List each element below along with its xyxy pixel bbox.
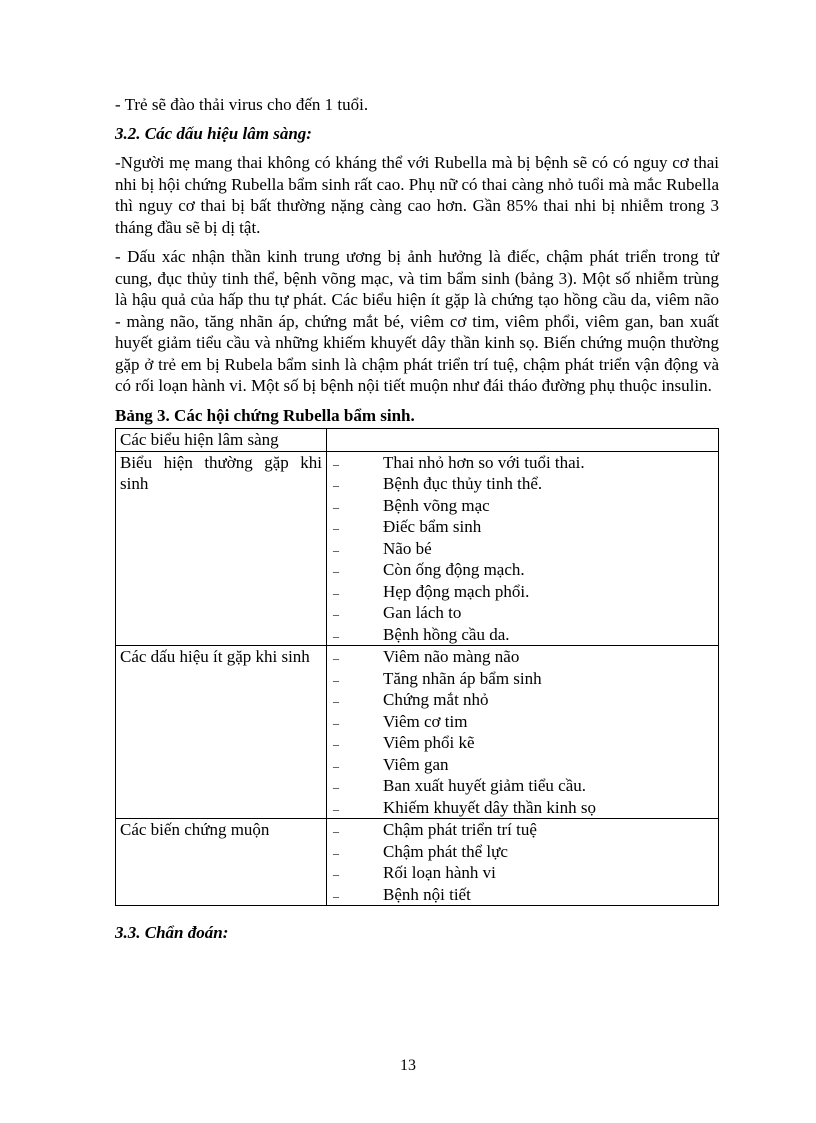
- list-item-text: Viêm phổi kẽ: [383, 733, 475, 752]
- dash-bullet: –: [333, 628, 339, 643]
- list-item: [331, 559, 714, 581]
- table-header-row: [116, 429, 719, 452]
- list-item-text: Khiếm khuyết dây thần kinh sọ: [383, 797, 596, 817]
- list-item: [331, 819, 714, 841]
- dash-bullet: –: [333, 672, 339, 687]
- table-row: [116, 451, 719, 646]
- symptom-list: [331, 819, 714, 905]
- list-item: [331, 841, 714, 863]
- list-item: [331, 538, 714, 560]
- section-3-2-heading: 3.2. Các dấu hiệu lâm sàng:: [115, 123, 312, 143]
- list-item-text: Viêm cơ tim: [383, 711, 468, 731]
- paragraph-2: - Dấu xác nhận thần kinh trung ương bị ảnh hưởng là điếc, chậm phát triển trong tử cung, đục thủy tinh thể, bệnh võng mạc, và tim bẩm sinh (bảng 3). Một số nhiễm trùng là hậu quả của hấp thu tự phát. Các biểu hiện ít gặp là chứng tạo hồng cầu da, viêm não - màng não, tăng nhãn áp, chứng mắt bé, viêm cơ tim, viêm phổi, viêm gan, ban xuất huyết giảm tiểu cầu và những khiếm khuyết dây thần kinh sọ. Biến chứng muộn thường gặp ở trẻ em bị Rubela bẩm sinh là chậm phát triển trí tuệ, chậm phát triển vận động và có rối loạn hành vi. Một số bị bệnh nội tiết muộn như đái tháo đường phụ thuộc insulin.: [115, 247, 719, 395]
- page-number: 13: [400, 1057, 416, 1074]
- dash-bullet: –: [333, 824, 339, 838]
- list-item: [331, 711, 714, 733]
- list-item-text: Viêm gan: [383, 754, 449, 774]
- list-item-text: Chậm phát triển trí tuệ: [383, 820, 537, 839]
- list-item-text: Bệnh đục thủy tinh thể.: [383, 474, 543, 493]
- dash-bullet: –: [333, 758, 339, 773]
- table-title: Bảng 3. Các hội chứng Rubella bẩm sinh.: [115, 405, 415, 425]
- list-item-text: Ban xuất huyết giảm tiểu cầu.: [383, 776, 586, 795]
- table-row: [116, 819, 719, 906]
- list-item-text: Gan lách to: [383, 603, 462, 622]
- dash-bullet: –: [333, 715, 339, 730]
- row-label-uncommon-at-birth: [116, 646, 327, 819]
- list-item-text: Viêm não màng não: [383, 647, 520, 666]
- list-item: [331, 602, 714, 624]
- table-row: [116, 646, 719, 819]
- dash-bullet: –: [333, 845, 339, 860]
- section-3-3-heading: 3.3. Chẩn đoán:: [115, 923, 229, 942]
- list-item-text: Chứng mắt nhỏ: [383, 690, 489, 709]
- paragraph-1: -Người mẹ mang thai không có kháng thể với Rubella mà bị bệnh sẽ có có nguy cơ thai nhi bị hội chứng Rubella bẩm sinh rất cao. Phụ nữ có thai càng nhỏ tuổi mà mắc Rubella thì nguy cơ thai bị bất thường nặng càng cao hơn. Gần 85% thai nhi bị nhiễm trong 3 tháng đầu sẽ bị dị tật.: [115, 153, 719, 237]
- table-header-cell-empty: [327, 429, 719, 452]
- dash-bullet: –: [333, 651, 339, 665]
- list-item-text: Thai nhỏ hơn so với tuổi thai.: [383, 452, 585, 472]
- row-items-cell: [327, 646, 719, 819]
- dash-bullet: –: [333, 801, 339, 816]
- dash-bullet: –: [333, 564, 339, 578]
- row-label-late-complications: [116, 819, 327, 906]
- row-items-cell: [327, 451, 719, 646]
- list-item: [331, 862, 714, 884]
- row-label-text: Các biến chứng muộn: [120, 820, 270, 839]
- row-items-cell: [327, 819, 719, 906]
- list-item: [331, 775, 714, 797]
- list-item: [331, 624, 714, 646]
- list-item-text: Còn ống động mạch.: [383, 560, 525, 579]
- intro-line: - Trẻ sẽ đào thải virus cho đến 1 tuổi.: [115, 95, 369, 114]
- list-item: [331, 689, 714, 711]
- list-item: [331, 516, 714, 538]
- list-item-text: Não bé: [383, 538, 432, 558]
- dash-bullet: –: [333, 867, 339, 881]
- dash-bullet: –: [333, 499, 339, 514]
- dash-bullet: –: [333, 585, 339, 600]
- dash-bullet: –: [333, 478, 339, 492]
- dash-bullet: –: [333, 456, 339, 471]
- dash-bullet: –: [333, 888, 339, 903]
- symptom-list: [331, 452, 714, 646]
- list-item: [331, 452, 714, 474]
- list-item-text: Bệnh hồng cầu da.: [383, 624, 510, 644]
- list-item-text: Chậm phát thể lực: [383, 841, 508, 861]
- row-label-text: Các dấu hiệu ít gặp khi sinh: [120, 647, 310, 666]
- table-header-cell: Các biểu hiện lâm sàng: [116, 429, 327, 452]
- dash-bullet: –: [333, 542, 339, 557]
- list-item-text: Hẹp động mạch phổi.: [383, 581, 530, 601]
- list-item: [331, 884, 714, 906]
- list-item: [331, 495, 714, 517]
- list-item-text: Tăng nhãn áp bẩm sinh: [383, 668, 542, 688]
- list-item: [331, 797, 714, 819]
- list-item: [331, 581, 714, 603]
- list-item: [331, 646, 714, 668]
- rubella-syndrome-table: [115, 428, 719, 906]
- list-item: [331, 754, 714, 776]
- list-item-text: Bệnh nội tiết: [383, 884, 471, 904]
- dash-bullet: –: [333, 607, 339, 621]
- dash-bullet: –: [333, 694, 339, 708]
- list-item: [331, 473, 714, 495]
- list-item-text: Bệnh võng mạc: [383, 495, 490, 515]
- list-item-text: Điếc bẩm sinh: [383, 517, 482, 536]
- list-item: [331, 668, 714, 690]
- dash-bullet: –: [333, 521, 339, 535]
- list-item: [331, 732, 714, 754]
- page-content: [115, 94, 719, 944]
- dash-bullet: –: [333, 780, 339, 794]
- dash-bullet: –: [333, 737, 339, 751]
- row-label-text: Biểu hiện thường gặp khi sinh: [120, 452, 322, 493]
- list-item-text: Rối loạn hành vi: [383, 863, 496, 882]
- symptom-list: [331, 646, 714, 818]
- row-label-common-at-birth: [116, 451, 327, 646]
